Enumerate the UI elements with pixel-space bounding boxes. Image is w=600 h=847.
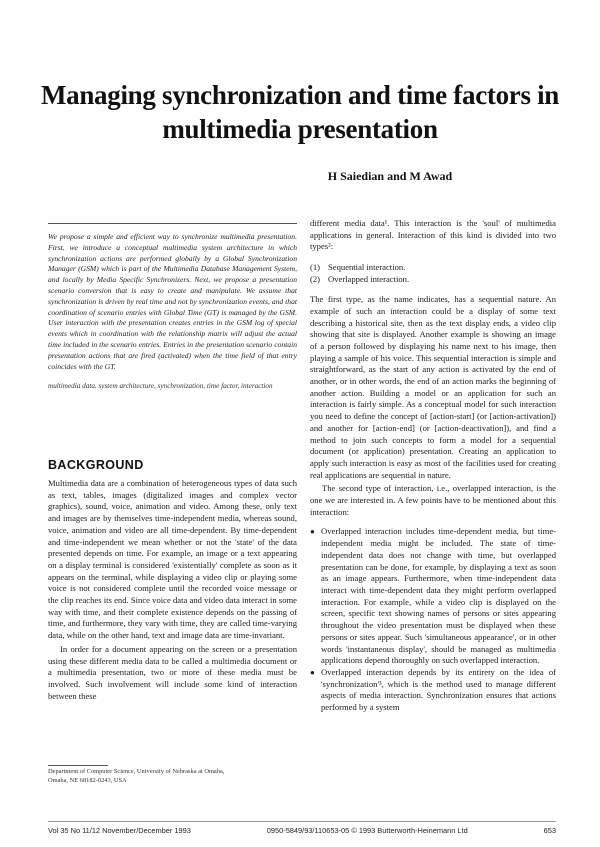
affiliation-footnote xyxy=(48,768,297,785)
right-column xyxy=(310,218,556,714)
list-item-number: (1) xyxy=(310,262,321,273)
journal-info: Vol 35 No 11/12 November/December 1993 xyxy=(48,826,191,835)
bullet-icon: ● xyxy=(310,667,315,677)
footnote-line-1: Department of Computer Science, University of Nebraska at Omaha, xyxy=(48,768,225,775)
list-item xyxy=(310,261,556,273)
abstract-text: We propose a simple and efficient way to synchronize multimedia presentation. First, we introduce a conceptual multimedia system architecture in which synchronization actions are performed globally by a Global Synchronization Manager (GSM) which is part of the Multimedia Database Management System, and locally by Media Specific Synchronizers. Next, we propose a presentation scenario conversion that is easy to create and manipulate. We assume that synchronization is driven by real time and not by synchronization events, and that coordination of scenario entries with Global Time (GT) is managed by the GSM. User interaction with the presentation creates entries in the GSM log of special events which in coordination with the relationship matrix will adjust the actual time included in the scenario entries. Entries in the presentation scenario contain presentation actions that are fired (activated) when the time field of that entry coincides with the GT. xyxy=(48,232,297,371)
footnote-divider xyxy=(48,765,108,766)
right-paragraph-1: different media data¹. This interaction is the 'soul' of multimedia applications in general. Interaction of this kind is divided into two types²: xyxy=(310,218,556,252)
footer-divider xyxy=(48,821,556,822)
bullet-icon: ● xyxy=(310,527,315,537)
footnote-line-2: Omaha, NE 68182-0243, USA xyxy=(48,776,127,784)
section-heading-background: BACKGROUND xyxy=(48,458,144,472)
bullet-text: Overlapped interaction includes time-dependent media, but time-independent media might be included. The state of time-independent data does not change with time, but overlapped presentation can be done, for example, by displaying a text as soon as an image appears. Furthermore, when time-independent data interact with time-dependent data they might perform overlapped interaction. For example, while a video clip is displayed on the screen, specific text showing names of persons or sites appearing throughout the video presentation must be displayed when these persons or sites appear. Such 'simultaneous appearance', or in other words 'instantaneous display', should be managed as multimedia applications depend thoroughly on such overlapped interaction. xyxy=(321,526,556,666)
bullet-text: Overlapped interaction depends by its entirety on the idea of 'synchronization'³, which is the method used to manage different aspects of media interaction. Synchronization ensures that actions performed by a system xyxy=(321,666,556,713)
list-item xyxy=(310,273,556,285)
bullet-item xyxy=(310,667,556,714)
right-paragraph-3: The second type of interaction, i.e., overlapped interaction, is the one we are interested in. A few points have to be mentioned about this interaction: xyxy=(310,483,556,517)
background-paragraph-1: Multimedia data are a combination of heterogeneous types of data such as text, tables, images (digitalized images and complex vector graphics), sound, voice, animation and video. Among these, only text and images are by themselves time-independent media, whereas sound, voice, animation and video are all time-dependent. By time-dependent and time-independent we mean whether or not the 'state' of the data presented depends on time. For example, an image or a text appearing on a display terminal is considered 'existentially' complete as soon as it appears on the terminal, while displaying a video clip or playing some voice is not considered complete until the recorded voice message or the clip reaches its end. Since voice data and video data interact in some way with time, and their complete existence depends on the passing of time, and furthermore, they vary with time, they are called time-varying data, while on the other hand, text and image data are time-invariant. xyxy=(48,478,297,641)
list-item-text: Sequential interaction. xyxy=(328,262,406,273)
authors: H Saiedian and M Awad xyxy=(327,169,453,183)
list-item-text: Overlapped interaction. xyxy=(328,274,410,285)
interaction-type-list xyxy=(310,261,556,285)
keywords: multimedia data, system architecture, synchronization, time factor, interaction xyxy=(48,382,273,391)
page-footer xyxy=(48,826,556,835)
abstract-divider xyxy=(48,223,297,224)
issn-copyright: 0950-5849/93/110653-05 © 1993 Butterworth-Heinemann Ltd xyxy=(266,826,468,835)
background-paragraph-2: In order for a document appearing on the screen or a presentation using these different media data to be called a multimedia document or a multimedia presentation, two or more of these media must be involved. Such involvement will include some kind of interaction between these xyxy=(48,643,297,701)
abstract-section xyxy=(48,223,297,391)
bullet-list xyxy=(310,526,556,713)
bullet-item xyxy=(310,526,556,666)
paper-title: Managing synchronization and time factors in multimedia presentation xyxy=(40,80,560,144)
list-item-number: (2) xyxy=(310,274,321,285)
right-paragraph-2: The first type, as the name indicates, has a sequential nature. An example of such an interaction could be a display of some text describing a historical site, then as the text display ends, a video clip showing that site is displayed. Another example is showing an image of a person followed by displaying his name next to his image, then playing a sample of his voice. This sequential interaction is simple and straightforward, as the start of any action is activated by the end of another, or in other words, the end of an action marks the beginning of another action. Building a model or an application for such an interaction is fairly simple. As a conceptual model for such interaction you need to define the concept of [action-start] (or [action-activation]) and another for [action-end] (or [action-deactivation]), and find a method to join such concepts to form a model for a sequential document (or application) presentation. Creating an application to apply such interaction is easy as most of the facilities used for creating real applications are sequential in nature. xyxy=(310,294,556,480)
page-number: 653 xyxy=(543,826,556,835)
background-body xyxy=(48,478,297,702)
